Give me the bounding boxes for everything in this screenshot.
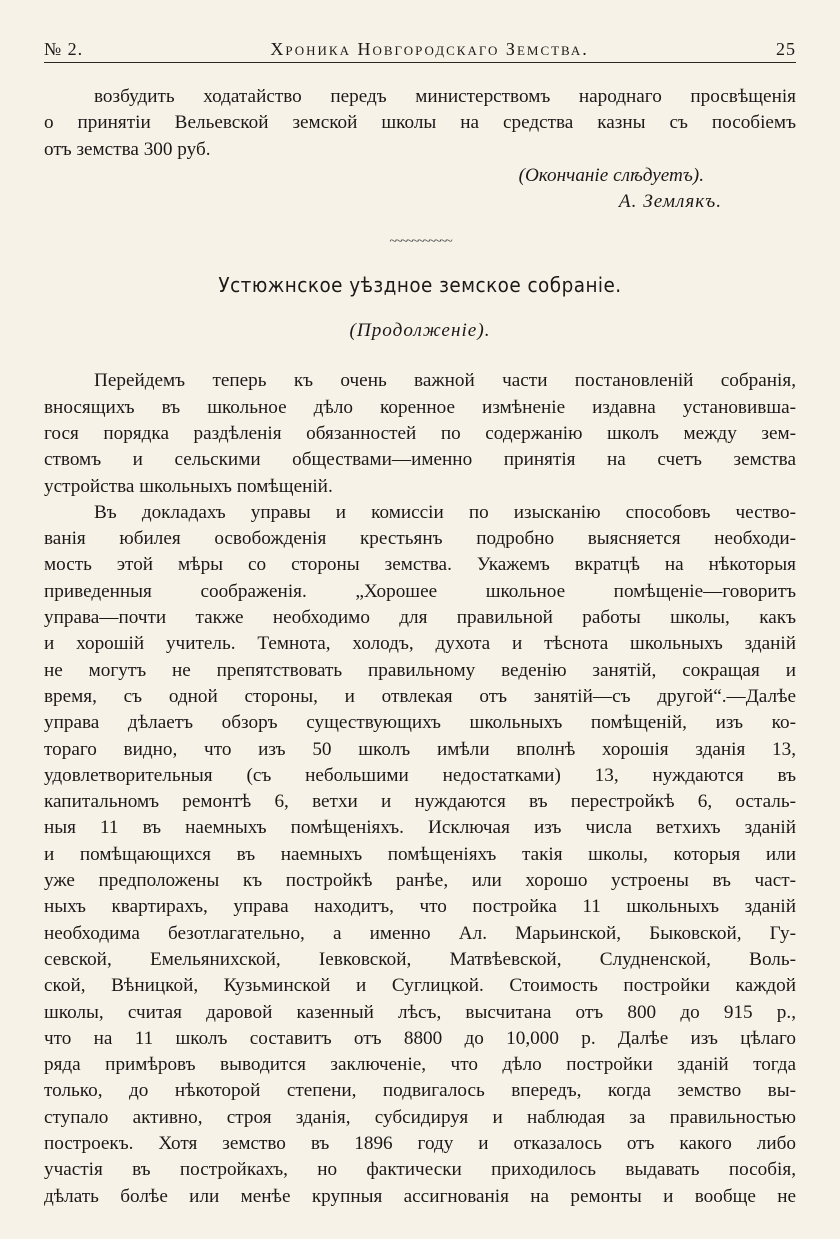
text-line: ряда примѣровъ выводится заключеніе, что дѣло постройки зданій тогда: [44, 1054, 796, 1076]
text-line: необходима безотлагательно, а именно Ал. Марьинской, Быковской, Гу-: [44, 922, 796, 944]
text-line: время, съ одной стороны, и отвлекая отъ занятій—съ другой“.—Далѣе: [44, 685, 796, 707]
text-line: вносящихъ въ школьное дѣло коренное измѣненіе издавна установивша-: [44, 396, 796, 418]
text-line: удовлетворительныя (съ небольшими недостатками) 13, нуждаются въ: [44, 764, 796, 786]
text-line: дѣлать болѣе или менѣе крупныя ассигнованія на ремонты и вообще не: [44, 1185, 796, 1207]
text-line: о принятіи Вельевской земской школы на средства казны съ пособіемъ: [44, 112, 796, 134]
journal-title: Хроника Новгородскаго Земства.: [270, 39, 589, 59]
text-line: уже предположены къ постройкѣ ранѣе, или хорошо устроены въ част-: [44, 870, 796, 892]
text-line: ствомъ и сельскими обществами—именно принятія на счетъ земства: [44, 449, 796, 471]
text-line: ныхъ квартирахъ, управа находитъ, что постройка 11 школьныхъ зданій: [44, 896, 796, 918]
text-line: ныя 11 въ наемныхъ помѣщеніяхъ. Исключая изъ числа ветхихъ зданій: [44, 817, 796, 839]
text-line: мость этой мѣры со стороны земства. Укажемъ вкратцѣ на нѣкоторыя: [44, 554, 796, 576]
text-line: устройства школьныхъ помѣщеній.: [44, 475, 333, 497]
text-line: управа дѣлаетъ обзоръ существующихъ школьныхъ помѣщеній, изъ ко-: [44, 712, 796, 734]
text-line: отъ земства 300 руб.: [44, 138, 211, 160]
text-line: Въ докладахъ управы и комиссіи по изысканію способовъ чество-: [94, 501, 796, 523]
section-title: Устюжнское уѣздное земское собраніе.: [218, 272, 622, 297]
text-line: только, до нѣкоторой степени, подвигалось впередъ, когда земство вы-: [44, 1080, 796, 1102]
text-line: гося порядка раздѣленія обязанностей по содержанію школъ между зем-: [44, 422, 796, 444]
section-divider: ~~~~~~~~~~~: [389, 234, 451, 250]
text-line: ступало активно, строя зданія, субсидируя и наблюдая за правильностью: [44, 1106, 796, 1128]
text-line: построекъ. Хотя земство въ 1896 году и отказалось отъ какого либо: [44, 1132, 796, 1154]
text-line: школы, считая даровой казенный лѣсъ, высчитана отъ 800 до 915 р.,: [44, 1001, 796, 1023]
text-line: капитальномъ ремонтѣ 6, ветхи и нуждаются въ перестройкѣ 6, осталь-: [44, 791, 796, 813]
article-body: [44, 84, 796, 1210]
text-line: ской, Вѣницкой, Кузьминской и Суглицкой. Стоимость постройки каждой: [44, 975, 796, 997]
text-line: севской, Емельянихской, Іевковской, Матвѣевской, Слудненской, Воль-: [44, 948, 796, 970]
page-number: 25: [776, 39, 796, 59]
text-line: Перейдемъ теперь къ очень важной части постановленій собранія,: [94, 370, 796, 392]
paragraph-2: [44, 500, 796, 1210]
text-line: ванія юбилея освобожденія крестьянъ подробно выясняется необходи-: [44, 528, 796, 550]
text-line: тораго видно, что изъ 50 школъ имѣли вполнѣ хорошія зданія 13,: [44, 738, 796, 760]
text-line: что на 11 школъ составитъ отъ 8800 до 10,000 р. Далѣе изъ цѣлаго: [44, 1027, 796, 1049]
continuation-note: (Окончаніе слѣдуетъ).: [518, 164, 704, 186]
text-line: и помѣщающихся въ наемныхъ помѣщеніяхъ такія школы, которыя или: [44, 843, 796, 865]
running-header: [44, 34, 796, 63]
text-line: и хорошій учитель. Темнота, холодъ, духота и тѣснота школьныхъ зданій: [44, 633, 796, 655]
author-signature: А. Землякъ.: [618, 191, 722, 213]
text-line: управа—почти также необходимо для правильной работы школы, какъ: [44, 607, 796, 629]
intro-paragraph: [44, 84, 796, 163]
text-line: участія въ постройкахъ, но фактически приходилось выдавать пособія,: [44, 1159, 796, 1181]
text-line: не могутъ не препятствовать правильному веденію занятій, сокращая и: [44, 659, 796, 681]
paragraph-1: [44, 368, 796, 499]
issue-number: № 2.: [44, 39, 84, 59]
text-line: приведенныя соображенія. „Хорошее школьное помѣщеніе—говоритъ: [44, 580, 796, 602]
text-line: возбудить ходатайство передъ министерствомъ народнаго просвѣщенія: [94, 86, 796, 107]
section-subtitle: (Продолженіе).: [349, 320, 491, 342]
